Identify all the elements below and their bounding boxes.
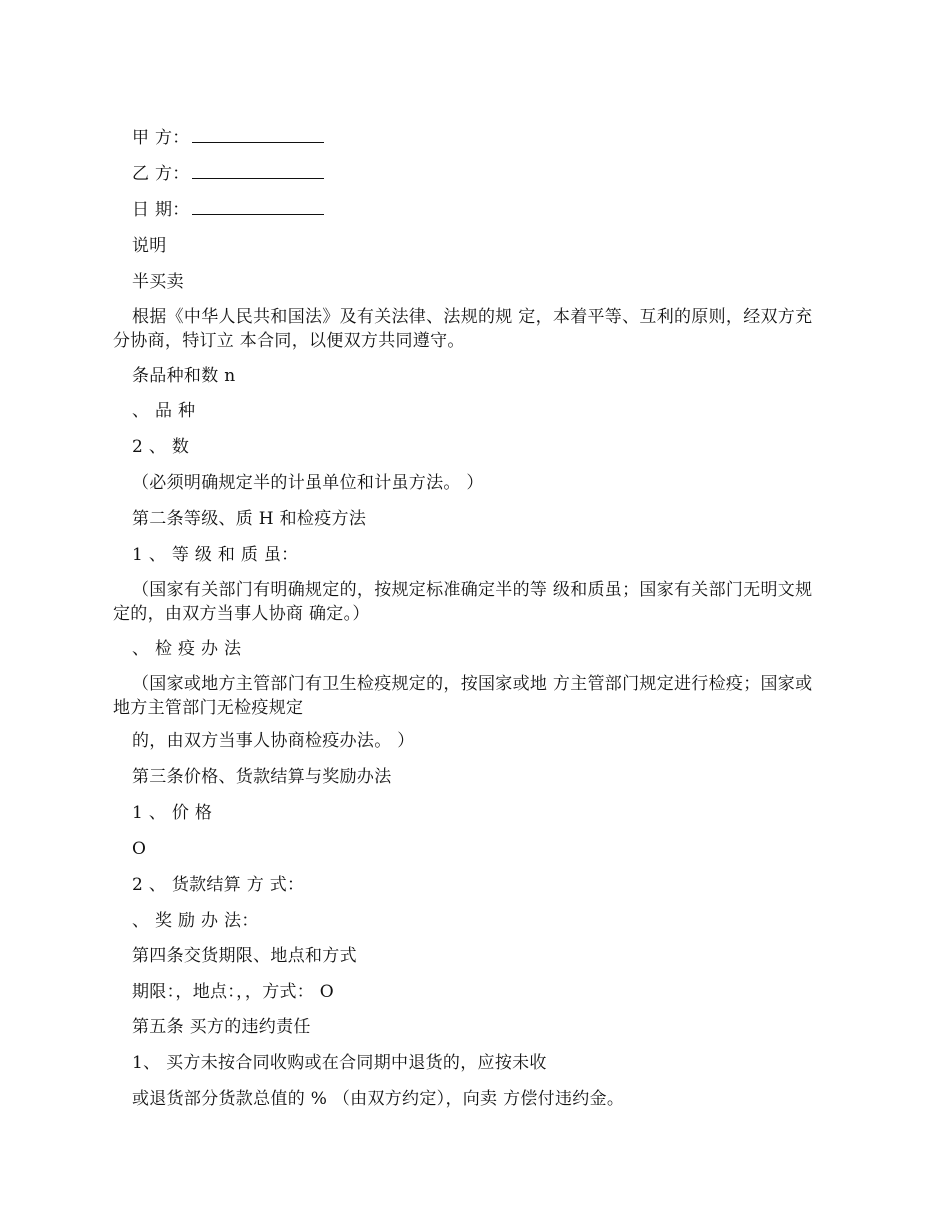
date-blank (192, 199, 324, 215)
article-4-heading: 第四条交货期限、地点和方式 (132, 946, 357, 966)
article-3-item-3: 、 奖 励 办 法： (132, 911, 259, 931)
article-2-item-2-note-cont: 的，由双方当事人协商检疫办法。 ） (132, 731, 415, 751)
note-heading: 说明 (132, 236, 167, 256)
intro-paragraph: 根据《中华人民共和国法》及有关法律、法规的规 定，本着平等、互利的原则，经双方充分协商，特订立 本合同，以便双方共同遵守。 (113, 307, 813, 351)
article-1-item-2: 2 、 数 (132, 437, 190, 457)
article-3-heading: 第三条价格、货款结算与奖励办法 (132, 767, 392, 787)
party-a-field (132, 127, 324, 149)
article-3-item-2: 2 、 货款结算 方 式： (132, 875, 305, 895)
article-4-detail: 期限：，地点：，，方式： O (132, 982, 335, 1002)
article-2-item-2-note: （国家或地方主管部门有卫生检疫规定的，按国家或地 方主管部门规定进行检疫；国家或地方主管部门无检疫规定 (113, 674, 813, 718)
article-2-heading: 第二条等级、质 H 和检疫方法 (132, 509, 367, 529)
article-5-item-1: 1、 买方未按合同收购或在合同期中退货的，应按未收 (132, 1053, 547, 1073)
party-b-label: 乙 方： (132, 164, 190, 184)
article-5-item-1-cont: 或退货部分货款总值的 % （由双方约定），向卖 方偿付违约金。 (132, 1089, 625, 1109)
article-2-item-2: 、 检 疫 办 法 (132, 639, 242, 659)
party-b-field (132, 163, 324, 185)
article-1-item-1: 、 品 种 (132, 401, 196, 421)
article-2-item-1: 1 、 等 级 和 质 虽： (132, 545, 299, 565)
article-1-heading: 条品种和数 n (132, 366, 236, 386)
date-label: 日 期： (132, 200, 190, 220)
article-3-item-1: 1 、 价 格 (132, 803, 213, 823)
article-2-item-1-note: （国家有关部门有明确规定的，按规定标准确定半的等 级和质虽；国家有关部门无明文规定的，由双方当事人协商 确定。） (113, 580, 813, 624)
contract-title: 半买卖 (132, 272, 184, 292)
article-1-note: （必须明确规定半的计虽单位和计虽方法。 ） (132, 473, 484, 493)
party-b-blank (192, 163, 324, 179)
article-5-heading: 第五条 买方的违约责任 (132, 1017, 311, 1037)
party-a-blank (192, 127, 324, 143)
date-field (132, 199, 324, 221)
article-3-item-1-value: O (132, 839, 147, 859)
party-a-label: 甲 方： (132, 128, 190, 148)
